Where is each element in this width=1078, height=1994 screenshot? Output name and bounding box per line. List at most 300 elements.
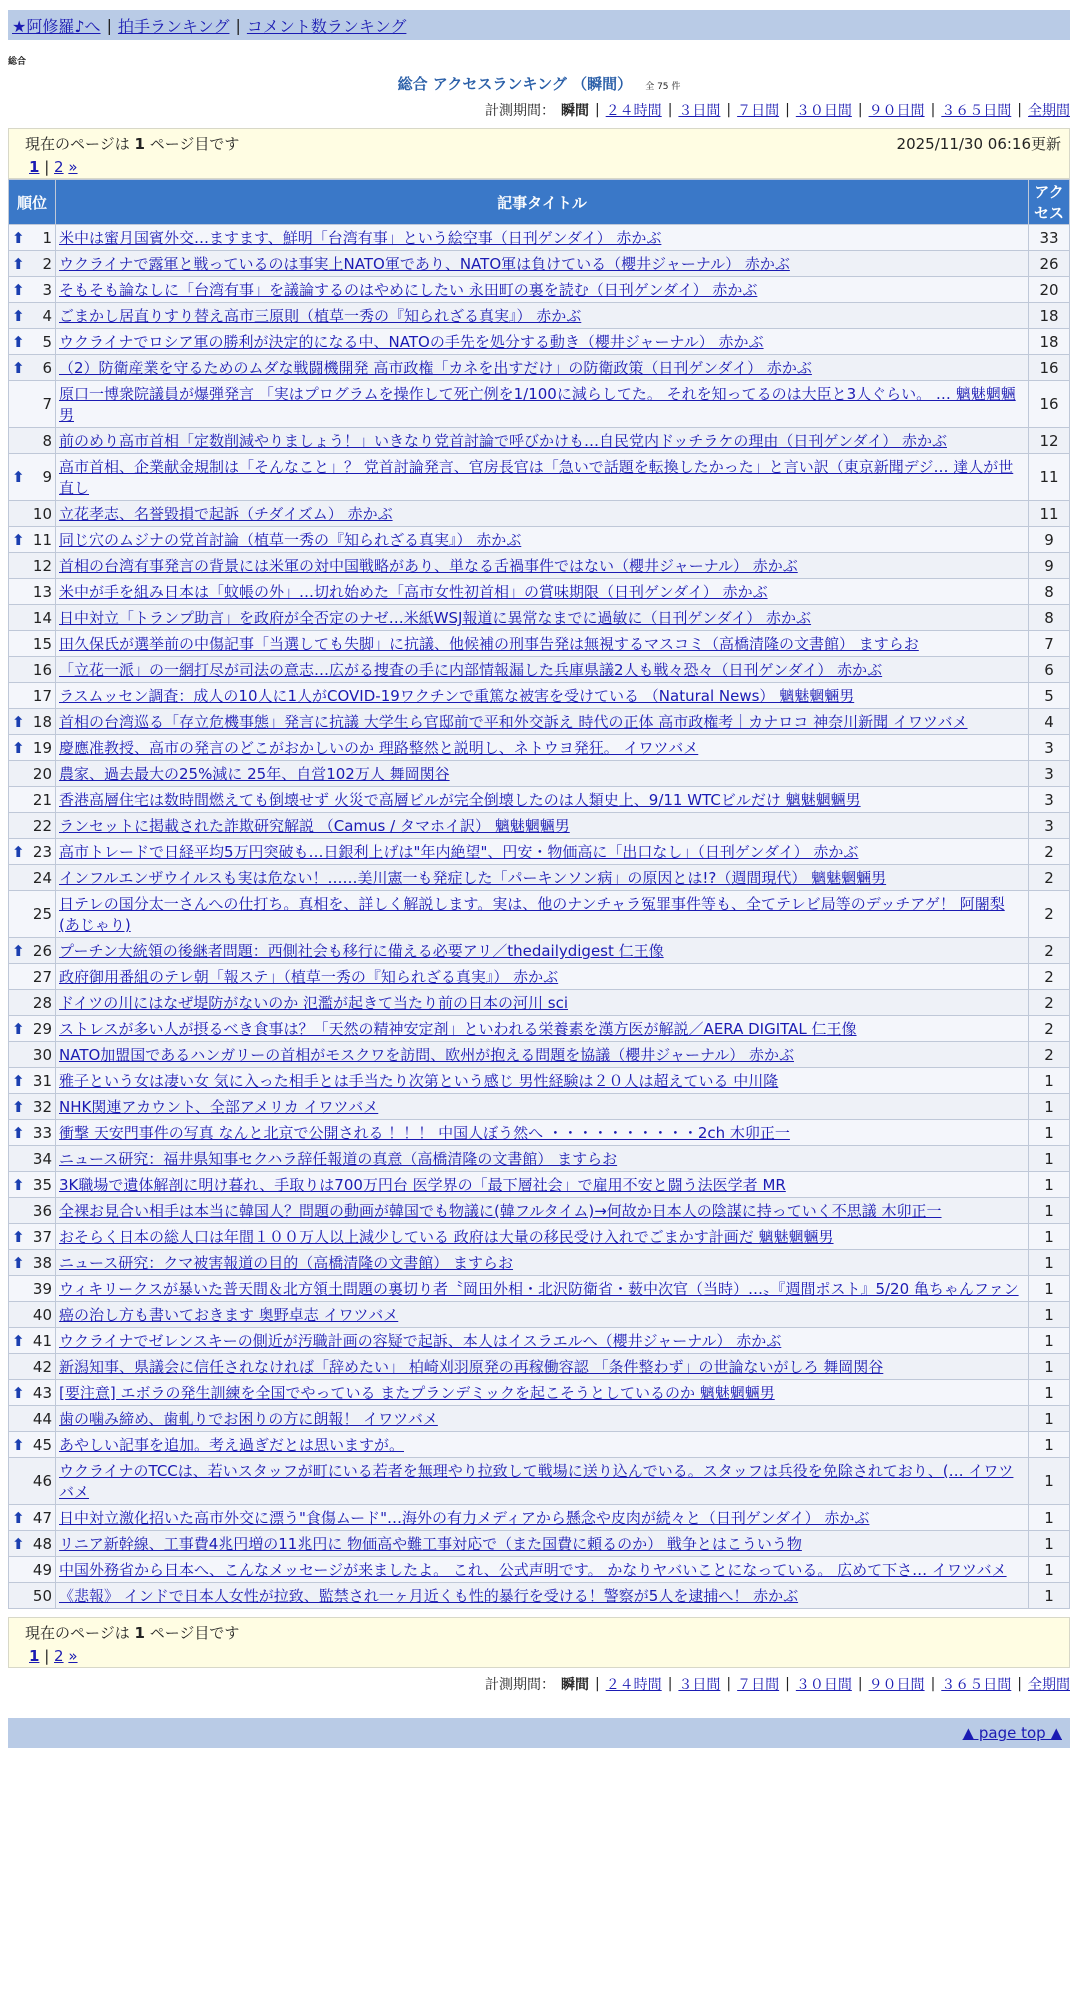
table-row <box>9 1505 1069 1530</box>
period-link[interactable]: ２４時間 <box>605 1677 662 1693</box>
rank-number: 11 <box>32 530 52 549</box>
access-count: 9 <box>1029 553 1069 578</box>
article-link[interactable]: あやしい記事を追加。考え過ぎだとは思いますが。 <box>59 1436 405 1454</box>
rank-number: 38 <box>32 1253 52 1272</box>
access-count: 9 <box>1029 527 1069 552</box>
table-row <box>9 527 1069 552</box>
table-row <box>9 1198 1069 1223</box>
table-row <box>9 251 1069 276</box>
title-cell <box>56 1354 1028 1379</box>
article-link[interactable]: 雅子という女は凄い女 気に入った相手とは手当たり次第という感じ 男性経験は２０人は超えている 中川隆 <box>59 1072 779 1090</box>
link-applause-ranking[interactable]: 拍手ランキング <box>117 16 230 36</box>
rank-number: 34 <box>32 1149 52 1168</box>
article-link[interactable]: ドイツの川にはなぜ堤防がないのか 氾濫が起きて当たり前の日本の河川 sci <box>59 994 569 1012</box>
article-link[interactable]: ニュース研究：クマ被害報道の目的（高橋清隆の文書館） ますらお <box>59 1254 514 1272</box>
article-link[interactable]: ランセットに掲載された詐欺研究解説 （Camus / タマホイ訳） 魑魅魍魎男 <box>59 817 570 835</box>
rank-number: 32 <box>32 1097 52 1116</box>
access-count: 1 <box>1029 1406 1069 1431</box>
article-link[interactable]: ウクライナでゼレンスキーの側近が汚職計画の容疑で起訴、本人はイスラエルへ（櫻井ジャーナル） 赤かぶ <box>59 1332 782 1350</box>
access-count: 1 <box>1029 1583 1069 1608</box>
title-cell <box>56 1146 1028 1171</box>
access-count: 7 <box>1029 631 1069 656</box>
period-link[interactable]: ９０日間 <box>868 103 925 119</box>
rank-cell <box>9 1224 55 1249</box>
table-row <box>9 1406 1069 1431</box>
access-count: 1 <box>1029 1224 1069 1249</box>
access-count: 1 <box>1029 1146 1069 1171</box>
rank-cell <box>9 1250 55 1275</box>
title-cell <box>56 839 1028 864</box>
rank-number: 6 <box>42 358 52 377</box>
table-row <box>9 839 1069 864</box>
table-row <box>9 1094 1069 1119</box>
rank-cell <box>9 1505 55 1530</box>
access-count: 20 <box>1029 277 1069 302</box>
rank-cell <box>9 1557 55 1582</box>
access-count: 2 <box>1029 891 1069 937</box>
rank-number: 23 <box>32 842 52 861</box>
table-row <box>9 761 1069 786</box>
rank-up-arrow-icon: ⬆ <box>12 1175 25 1194</box>
title-cell <box>56 277 1028 302</box>
table-row <box>9 329 1069 354</box>
article-link[interactable]: NATO加盟国であるハンガリーの首相がモスクワを訪問、欧州が抱える問題を協議（櫻井ジャーナル） 赤かぶ <box>59 1046 795 1064</box>
rank-number: 17 <box>32 686 52 705</box>
article-link[interactable]: ラスムッセン調査：成人の10人に1人がCOVID-19ワクチンで重篤な被害を受けている （Natural News） 魑魅魍魎男 <box>59 687 855 705</box>
rank-up-arrow-icon: ⬆ <box>12 1534 25 1553</box>
title-cell <box>56 1094 1028 1119</box>
title-cell <box>56 381 1028 427</box>
rank-number: 8 <box>42 431 52 450</box>
rank-cell <box>9 428 55 453</box>
period-link[interactable]: ２４時間 <box>605 103 662 119</box>
article-link[interactable]: 日中対立「トランプ助言」を政府が全否定のナゼ…米紙WSJ報道に異常なまでに過敏に（日刊ゲンダイ） 赤かぶ <box>59 609 812 627</box>
table-row <box>9 501 1069 526</box>
article-link[interactable]: 首相の台湾巡る「存立危機事態」発言に抗議 大学生ら官邸前で平和外交訴え 時代の正体 高市政権考｜カナロコ 神奈川新聞 イワツバメ <box>59 713 968 731</box>
rank-number: 22 <box>32 816 52 835</box>
access-count: 2 <box>1029 1016 1069 1041</box>
rank-up-arrow-icon: ⬆ <box>12 1227 25 1246</box>
article-link[interactable]: 歯の噛み締め、歯軋りでお困りの方に朗報！ イワツバメ <box>59 1410 438 1428</box>
title-cell <box>56 355 1028 380</box>
rank-up-arrow-icon: ⬆ <box>12 1097 25 1116</box>
rank-number: 1 <box>42 228 52 247</box>
period-link[interactable]: ３０日間 <box>795 103 852 119</box>
article-link[interactable]: 衝撃 天安門事件の写真 なんと北京で公開される ！！！ 中国人ぼう然へ ・・・・・・・・・・2ch 木卯正一 <box>59 1124 790 1142</box>
article-link[interactable]: 農家、過去最大の25%減に 25年、自営102万人 舞岡関谷 <box>59 765 450 783</box>
rank-cell <box>9 735 55 760</box>
rank-up-arrow-icon: ⬆ <box>12 1071 25 1090</box>
period-link[interactable]: ３６５日間 <box>941 103 1012 119</box>
title-cell <box>56 891 1028 937</box>
rank-number: 2 <box>42 254 52 273</box>
rank-cell <box>9 355 55 380</box>
rank-cell <box>9 553 55 578</box>
rank-cell <box>9 1583 55 1608</box>
title-cell <box>56 1531 1028 1556</box>
article-link[interactable]: 同じ穴のムジナの党首討論（植草一秀の『知られざる真実』） 赤かぶ <box>59 531 522 549</box>
title-cell <box>56 527 1028 552</box>
access-count: 6 <box>1029 657 1069 682</box>
article-link[interactable]: ウクライナで露軍と戦っているのは事実上NATO軍であり、NATO軍は負けている（櫻井ジャーナル） 赤かぶ <box>59 255 790 273</box>
title-cell <box>56 1505 1028 1530</box>
header-title: 記事タイトル <box>56 180 1028 224</box>
table-row <box>9 631 1069 656</box>
access-count: 1 <box>1029 1068 1069 1093</box>
table-row <box>9 1583 1069 1608</box>
article-link[interactable]: ウィキリークスが暴いた普天間＆北方領土問題の裏切り者〝岡田外相・北沢防衛省・薮中次官（当時）…〟『週間ポスト』5/20 亀ちゃんファン <box>59 1280 1019 1298</box>
period-label: 計測期間： <box>484 103 555 119</box>
title-cell <box>56 761 1028 786</box>
title-cell <box>56 1458 1028 1504</box>
article-link[interactable]: 米中は蜜月国賓外交…ますます、鮮明「台湾有事」という絵空事（日刊ゲンダイ） 赤かぶ <box>59 229 662 247</box>
title-cell <box>56 683 1028 708</box>
rank-number: 42 <box>32 1357 52 1376</box>
rank-cell <box>9 938 55 963</box>
rank-up-arrow-icon: ⬆ <box>12 1019 25 1038</box>
total-count: 全 75 件 <box>645 82 681 92</box>
period-link[interactable]: ３日間 <box>678 103 721 119</box>
period-selector-bottom: 計測期間： 瞬間 | ２４時間 | ３日間 | ７日間 | ３０日間 | ９０日間 | ３６５日間 | 全期間 <box>484 1676 1070 1693</box>
access-count: 2 <box>1029 990 1069 1015</box>
rank-cell <box>9 1302 55 1327</box>
rank-cell <box>9 990 55 1015</box>
table-row <box>9 428 1069 453</box>
table-row <box>9 1146 1069 1171</box>
article-link[interactable]: 新潟知事、県議会に信任されなければ「辞めたい」 柏崎刈羽原発の再稼働容認 「条件整わず」の世論ないがしろ 舞岡関谷 <box>59 1358 884 1376</box>
article-link[interactable]: インフルエンザウイルスも実は危ない！……美川憲一も発症した「パーキンソン病」の原因とは!?（週間現代） 魑魅魍魎男 <box>59 869 887 887</box>
access-count: 3 <box>1029 761 1069 786</box>
rank-cell <box>9 1432 55 1457</box>
title-cell <box>56 787 1028 812</box>
article-link[interactable]: 田久保氏が選挙前の中傷記事「当選しても失脚」に抗議、他候補の刑事告発は無視するマスコミ（高橋清隆の文書館） ますらお <box>59 635 919 653</box>
article-link[interactable]: 3K職場で遺体解剖に明け暮れ、手取りは700万円台 医学界の「最下層社会」で雇用不安と闘う法医学者 MR <box>59 1176 786 1194</box>
title-cell <box>56 1068 1028 1093</box>
table-row <box>9 1068 1069 1093</box>
access-count: 1 <box>1029 1250 1069 1275</box>
rank-number: 33 <box>32 1123 52 1142</box>
pager-top <box>8 128 1070 179</box>
page-link-1[interactable]: 1 <box>29 1647 40 1665</box>
article-link[interactable]: 米中が手を組み日本は「蚊帳の外」…切れ始めた「高市女性初首相」の賞味期限（日刊ゲンダイ） 赤かぶ <box>59 583 768 601</box>
page-links: 1 | 2 » <box>29 1647 78 1665</box>
table-row <box>9 1302 1069 1327</box>
rank-cell <box>9 303 55 328</box>
rank-cell <box>9 381 55 427</box>
period-link[interactable]: 全期間 <box>1028 1677 1070 1693</box>
rank-number: 15 <box>32 634 52 653</box>
rank-up-arrow-icon: ⬆ <box>12 254 25 273</box>
rank-cell <box>9 1276 55 1301</box>
rank-number: 30 <box>32 1045 52 1064</box>
title-cell <box>56 990 1028 1015</box>
rank-cell <box>9 631 55 656</box>
title-cell <box>56 579 1028 604</box>
article-link[interactable]: 「立花一派」の一網打尽が司法の意志…広がる捜査の手に内部情報漏した兵庫県議2人も戦々恐々（日刊ゲンダイ） 赤かぶ <box>59 661 883 679</box>
access-count: 33 <box>1029 225 1069 250</box>
current-page-text: 現在のページは 1 ページ目です <box>25 1624 240 1642</box>
access-count: 18 <box>1029 329 1069 354</box>
title-cell <box>56 1276 1028 1301</box>
access-count: 1 <box>1029 1432 1069 1457</box>
period-link[interactable]: ９０日間 <box>868 1677 925 1693</box>
title-cell <box>56 1198 1028 1223</box>
rank-number: 24 <box>32 868 52 887</box>
article-link[interactable]: 癌の治し方も書いておきます 奥野卓志 イワツバメ <box>59 1306 399 1324</box>
rank-number: 19 <box>32 738 52 757</box>
period-link[interactable]: ３６５日間 <box>941 1677 1012 1693</box>
rank-cell <box>9 277 55 302</box>
table-row <box>9 454 1069 500</box>
article-link[interactable]: （2）防衛産業を守るためのムダな戦闘機開発 高市政権「カネを出すだけ」の防衛政策（日刊ゲンダイ） 赤かぶ <box>59 359 812 377</box>
updated-timestamp: 2025/11/30 06:16更新 <box>896 135 1061 153</box>
rank-number: 26 <box>32 941 52 960</box>
access-count: 8 <box>1029 579 1069 604</box>
link-comment-ranking[interactable]: コメント数ランキング <box>246 16 407 36</box>
access-count: 1 <box>1029 1198 1069 1223</box>
rank-number: 39 <box>32 1279 52 1298</box>
table-row <box>9 709 1069 734</box>
rank-cell <box>9 579 55 604</box>
article-link[interactable]: 慶應准教授、高市の発言のどこがおかしいのか 理路整然と説明し、ネトウヨ発狂。 イワツバメ <box>59 739 699 757</box>
article-link[interactable]: ごまかし居直りすり替え高市三原則（植草一秀の『知られざる真実』） 赤かぶ <box>59 307 582 325</box>
access-count: 2 <box>1029 1042 1069 1067</box>
article-link[interactable]: 日中対立激化招いた高市外交に漂う"食傷ムード"…海外の有力メディアから懸念や皮肉が続々と（日刊ゲンダイ） 赤かぶ <box>59 1509 870 1527</box>
title-cell <box>56 735 1028 760</box>
rank-up-arrow-icon: ⬆ <box>12 1253 25 1272</box>
section-label: 総合 <box>8 57 27 67</box>
rank-up-arrow-icon: ⬆ <box>12 842 25 861</box>
rank-number: 48 <box>32 1534 52 1553</box>
rank-up-arrow-icon: ⬆ <box>12 306 25 325</box>
rank-cell <box>9 1120 55 1145</box>
access-count: 4 <box>1029 709 1069 734</box>
title-cell <box>56 1380 1028 1405</box>
table-row <box>9 1120 1069 1145</box>
table-row <box>9 938 1069 963</box>
rank-number: 7 <box>42 395 52 413</box>
table-row <box>9 1531 1069 1556</box>
rank-cell <box>9 605 55 630</box>
next-page-link[interactable]: » <box>68 158 78 176</box>
access-count: 2 <box>1029 938 1069 963</box>
article-link[interactable]: NHK関連アカウント、全部アメリカ イワツバメ <box>59 1098 379 1116</box>
article-link[interactable]: そもそも論なしに「台湾有事」を議論するのはやめにしたい 永田町の裏を読む（日刊ゲンダイ） 赤かぶ <box>59 281 758 299</box>
title-cell <box>56 709 1028 734</box>
article-link[interactable]: プーチン大統領の後継者問題：西側社会も移行に備える必要アリ／thedailydigest 仁王像 <box>59 942 664 960</box>
rank-number: 21 <box>32 790 52 809</box>
access-count: 18 <box>1029 303 1069 328</box>
period-link[interactable]: ７日間 <box>737 103 780 119</box>
page-title: 総合 アクセスランキング （瞬間） <box>397 75 633 93</box>
rank-cell <box>9 683 55 708</box>
rank-number: 43 <box>32 1383 52 1402</box>
access-count: 2 <box>1029 865 1069 890</box>
title-cell <box>56 329 1028 354</box>
period-link[interactable]: 全期間 <box>1028 103 1070 119</box>
page-link-1[interactable]: 1 <box>29 158 40 176</box>
rank-cell <box>9 709 55 734</box>
title-cell <box>56 1406 1028 1431</box>
rank-cell <box>9 1458 55 1504</box>
rank-cell <box>9 1172 55 1197</box>
rank-number: 45 <box>32 1435 52 1454</box>
title-cell <box>56 454 1028 500</box>
current-page-text: 現在のページは 1 ページ目です <box>25 135 240 153</box>
table-row <box>9 964 1069 989</box>
rank-cell <box>9 251 55 276</box>
article-link[interactable]: おそらく日本の総人口は年間１００万人以上減少している 政府は大量の移民受け入れでごまかす計画だ 魑魅魍魎男 <box>59 1228 834 1246</box>
rank-cell <box>9 501 55 526</box>
article-link[interactable]: 日テレの国分太一さんへの仕打ち。真相を、詳しく解説します。実は、他のナンチャラ冤罪事件等も、全てテレビ局等のデッチアゲ！ 阿闍梨(あじゃり) <box>59 895 1005 934</box>
rank-up-arrow-icon: ⬆ <box>12 1508 25 1527</box>
pager-bottom <box>8 1617 1070 1668</box>
table-row <box>9 735 1069 760</box>
article-link[interactable]: 中国外務省から日本へ、こんなメッセージが来ましたよ。 これ、公式声明です。 かなりヤバいことになっている。 広めて下さ… イワツバメ <box>59 1561 1007 1579</box>
access-count: 11 <box>1029 454 1069 500</box>
article-link[interactable]: 全裸お見合い相手は本当に韓国人？問題の動画が韓国でも物議に(韓フルタイム)→何故か日本人の陰謀に持っていく不思議 木卯正一 <box>59 1202 942 1220</box>
article-link[interactable]: 政府御用番組のテレ朝「報ステ」（植草一秀の『知られざる真実』） 赤かぶ <box>59 968 559 986</box>
table-row <box>9 381 1069 427</box>
page-links: 1 | 2 » <box>29 158 78 176</box>
rank-up-arrow-icon: ⬆ <box>12 1435 25 1454</box>
rank-number: 46 <box>32 1472 52 1490</box>
table-row <box>9 787 1069 812</box>
article-link[interactable]: [要注意] エボラの発生訓練を全国でやっている またプランデミックを起こそうとしているのか 魑魅魍魎男 <box>59 1384 775 1402</box>
page-top-link[interactable]: ▲ page top ▲ <box>962 1724 1062 1742</box>
rank-number: 18 <box>32 712 52 731</box>
rank-up-arrow-icon: ⬆ <box>12 280 25 299</box>
rank-cell <box>9 329 55 354</box>
access-count: 1 <box>1029 1172 1069 1197</box>
rank-cell <box>9 1068 55 1093</box>
article-link[interactable]: 首相の台湾有事発言の背景には米軍の対中国戦略があり、単なる舌禍事件ではない（櫻井ジャーナル） 赤かぶ <box>59 557 798 575</box>
table-row <box>9 1224 1069 1249</box>
rank-number: 9 <box>42 468 52 486</box>
access-count: 1 <box>1029 1505 1069 1530</box>
rank-cell <box>9 657 55 682</box>
rank-cell <box>9 1354 55 1379</box>
next-page-link[interactable]: » <box>68 1647 78 1665</box>
table-row <box>9 553 1069 578</box>
link-asyura-home[interactable]: ★阿修羅♪へ <box>12 16 101 36</box>
rank-cell <box>9 1042 55 1067</box>
title-cell <box>56 251 1028 276</box>
access-count: 5 <box>1029 683 1069 708</box>
article-link[interactable]: 前のめり高市首相「定数削減やりましょう！」いきなり党首討論で呼びかけも…自民党内ドッチラケの理由（日刊ゲンダイ） 赤かぶ <box>59 432 947 450</box>
rank-number: 10 <box>32 504 52 523</box>
rank-number: 35 <box>32 1175 52 1194</box>
table-row <box>9 1458 1069 1504</box>
rank-number: 50 <box>32 1586 52 1605</box>
article-link[interactable]: 高市首相、企業献金規制は「そんなこと」？ 党首討論発言、官房長官は「急いで話題を転換したかった」と言い訳（東京新聞デジ… 達人が世直し <box>59 458 1014 497</box>
rank-cell <box>9 865 55 890</box>
header-access: アクセス <box>1029 180 1069 224</box>
table-row <box>9 1380 1069 1405</box>
access-count: 3 <box>1029 787 1069 812</box>
table-row <box>9 683 1069 708</box>
rank-cell <box>9 454 55 500</box>
rank-number: 16 <box>32 660 52 679</box>
article-link[interactable]: 《悲報》 インドで日本人女性が拉致、監禁され一ヶ月近くも性的暴行を受ける！警察が5人を逮捕へ！ 赤かぶ <box>59 1587 799 1605</box>
access-count: 8 <box>1029 605 1069 630</box>
rank-number: 27 <box>32 967 52 986</box>
rank-cell <box>9 527 55 552</box>
title-cell <box>56 813 1028 838</box>
period-link[interactable]: ３日間 <box>678 1677 721 1693</box>
table-row <box>9 813 1069 838</box>
rank-number: 40 <box>32 1305 52 1324</box>
article-link[interactable]: 原口一博衆院議員が爆弾発言 「実はプログラムを操作して死亡例を1/100に減らしてた。 それを知ってるのは大臣と3人ぐらい。 … 魑魅魍魎男 <box>59 385 1016 424</box>
rank-up-arrow-icon: ⬆ <box>12 1331 25 1350</box>
period-selector-top: 計測期間： 瞬間 | ２４時間 | ３日間 | ７日間 | ３０日間 | ９０日間 | ３６５日間 | 全期間 <box>484 102 1070 119</box>
page-link-2[interactable]: 2 <box>54 1647 64 1665</box>
title-cell <box>56 1120 1028 1145</box>
table-row <box>9 1250 1069 1275</box>
rank-cell <box>9 761 55 786</box>
table-row <box>9 1276 1069 1301</box>
rank-number: 14 <box>32 608 52 627</box>
rank-cell <box>9 813 55 838</box>
rank-number: 20 <box>32 764 52 783</box>
access-count: 16 <box>1029 355 1069 380</box>
period-link[interactable]: ７日間 <box>737 1677 780 1693</box>
table-row <box>9 605 1069 630</box>
article-link[interactable]: 立花孝志、名誉毀損で起訴（チダイズム） 赤かぶ <box>59 505 393 523</box>
period-link[interactable]: ３０日間 <box>795 1677 852 1693</box>
ranking-table <box>8 179 1070 1609</box>
top-nav-bar: ★阿修羅♪へ | 拍手ランキング | コメント数ランキング <box>8 10 1070 40</box>
access-count: 2 <box>1029 839 1069 864</box>
title-cell <box>56 938 1028 963</box>
title-cell <box>56 1557 1028 1582</box>
access-count: 12 <box>1029 428 1069 453</box>
rank-cell <box>9 964 55 989</box>
title-cell <box>56 1172 1028 1197</box>
table-row <box>9 1354 1069 1379</box>
article-link[interactable]: ウクライナのTCCは、若いスタッフが町にいる若者を無理やり拉致して戦場に送り込んでいる。スタッフは兵役を免除されており、(… イワツバメ <box>59 1462 1014 1501</box>
rank-number: 13 <box>32 582 52 601</box>
page-link-2[interactable]: 2 <box>54 158 64 176</box>
access-count: 11 <box>1029 501 1069 526</box>
article-link[interactable]: ストレスが多い人が摂るべき食事は？「天然の精神安定剤」といわれる栄養素を漢方医が解説／AERA DIGITAL 仁王像 <box>59 1020 857 1038</box>
rank-cell <box>9 1406 55 1431</box>
article-link[interactable]: ウクライナでロシア軍の勝利が決定的になる中、NATOの手先を処分する動き（櫻井ジャーナル） 赤かぶ <box>59 333 764 351</box>
rank-up-arrow-icon: ⬆ <box>12 941 25 960</box>
rank-up-arrow-icon: ⬆ <box>12 712 25 731</box>
ranking-title-box <box>8 73 1070 94</box>
title-cell <box>56 1016 1028 1041</box>
table-row <box>9 579 1069 604</box>
rank-up-arrow-icon: ⬆ <box>12 1383 25 1402</box>
rank-number: 44 <box>32 1409 52 1428</box>
article-link[interactable]: 香港高層住宅は数時間燃えても倒壊せず 火災で高層ビルが完全倒壊したのは人類史上、9/11 WTCビルだけ 魑魅魍魎男 <box>59 791 861 809</box>
rank-cell <box>9 1380 55 1405</box>
rank-number: 47 <box>32 1508 52 1527</box>
access-count: 1 <box>1029 1302 1069 1327</box>
title-cell <box>56 964 1028 989</box>
article-link[interactable]: リニア新幹線、工事費4兆円増の11兆円に 物価高や難工事対応で（また国費に頼るのか） 戦争とはこういう物 <box>59 1535 802 1553</box>
title-cell <box>56 865 1028 890</box>
rank-cell <box>9 839 55 864</box>
title-cell <box>56 1250 1028 1275</box>
rank-number: 28 <box>32 993 52 1012</box>
rank-number: 49 <box>32 1560 52 1579</box>
article-link[interactable]: 高市トレードで日経平均5万円突破も…日銀利上げは"年内絶望"、円安・物価高に「出口なし」（日刊ゲンダイ） 赤かぶ <box>59 843 859 861</box>
rank-cell <box>9 1016 55 1041</box>
access-count: 2 <box>1029 964 1069 989</box>
article-link[interactable]: ニュース研究：福井県知事セクハラ辞任報道の真意（高橋清隆の文書館） ますらお <box>59 1150 618 1168</box>
